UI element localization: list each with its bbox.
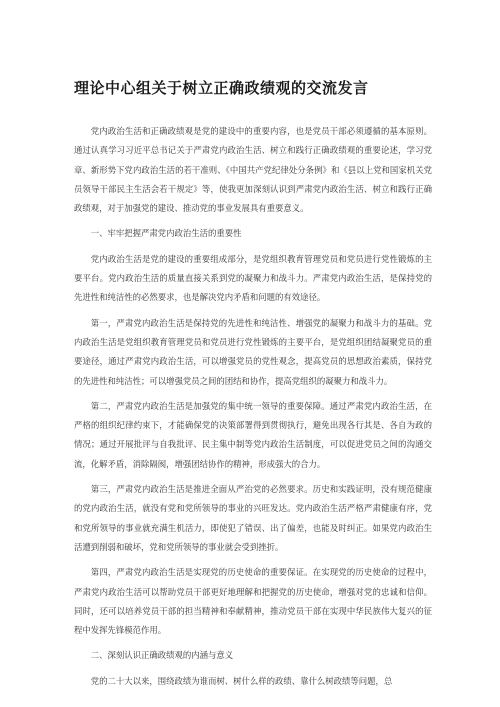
- body-paragraph: 党内政治生活是党的建设的重要组成部分，是党组织教育管理党员和党员进行党性锻炼的主要平台。党内政治生活的质量直接关系到党的凝聚力和战斗力。严肃党内政治生活，是保持党的先进性和纯洁性的必然要求，也是解决党内矛盾和问题的有效途径。: [74, 253, 432, 303]
- section-heading-1: 一、牢牢把握严肃党内政治生活的重要性: [90, 228, 242, 239]
- body-paragraph: 第三，严肃党内政治生活是推进全面从严治党的必然要求。历史和实践证明，没有规范健康的党内政治生活，就没有党和党所领导的事业的兴旺发达。党内政治生活严格严肃健康有序，党和党所领导的事业就充满生机活力，即使犯了错误、出了偏差，也能及时纠正。如果党内政治生活遭到削弱和破坏，党和党所领导的事业就会受到挫折。: [74, 484, 432, 552]
- body-paragraph: 第二，严肃党内政治生活是加强党的集中统一领导的重要保障。通过严肃党内政治生活，在严格的组织纪律约束下，才能确保党的决策部署得到贯彻执行，避免出现各行其是、各自为政的情况；通过开展批评与自我批评、民主集中制等党内政治生活制度，可以促进党员之间的沟通交流，化解矛盾，消除隔阂，增强团结协作的精神，形成强大的合力。: [74, 400, 432, 469]
- body-paragraph: 第四，严肃党内政治生活是实现党的历史使命的重要保证。在实现党的历史使命的过程中，严肃党内政治生活可以帮助党员干部更好地理解和把握党的历史使命，增强对党的忠诚和信仰。同时，还可以培养党员干部的担当精神和奉献精神，推动党员干部在实现中华民族伟大复兴的征程中发挥先锋模范作用。: [74, 567, 432, 636]
- body-paragraph: 第一，严肃党内政治生活是保持党的先进性和纯洁性、增强党的凝聚力和战斗力的基础。党内政治生活是党组织教育管理党员和党员进行党性锻炼的主要平台，是党组织团结凝聚党员的重要途径，通过严肃党内政治生活，可以增强党员的党性观念，提高党员的思想政治素质，保持党的先进性和纯洁性；可以增强党员之间的团结和协作，提高党组织的凝聚力和战斗力。: [74, 317, 432, 386]
- section-heading-2: 二、深刻认识正确政绩观的内涵与意义: [90, 650, 234, 661]
- intro-paragraph: 党内政治生活和正确政绩观是党的建设中的重要内容，也是党员干部必须遵循的基本原则。通过认真学习习近平总书记关于严肃党内政治生活、树立和践行正确政绩观的重要论述，学习党章、新形势下党内政治生活的若干准则、《中国共产党纪律处分条例》和《县以上党和国家机关党员领导干部民主生活会若干规定》等，使我更加深刻认识到严肃党内政治生活、树立和践行正确政绩观，对于加强党的建设、推动党的事业发展具有重要意义。: [74, 126, 432, 214]
- document-title: 理论中心组关于树立正确政绩观的交流发言: [74, 79, 369, 97]
- body-paragraph: 党的二十大以来，围绕政绩为谁而树、树什么样的政绩、靠什么树政绩等问题，总: [90, 675, 393, 686]
